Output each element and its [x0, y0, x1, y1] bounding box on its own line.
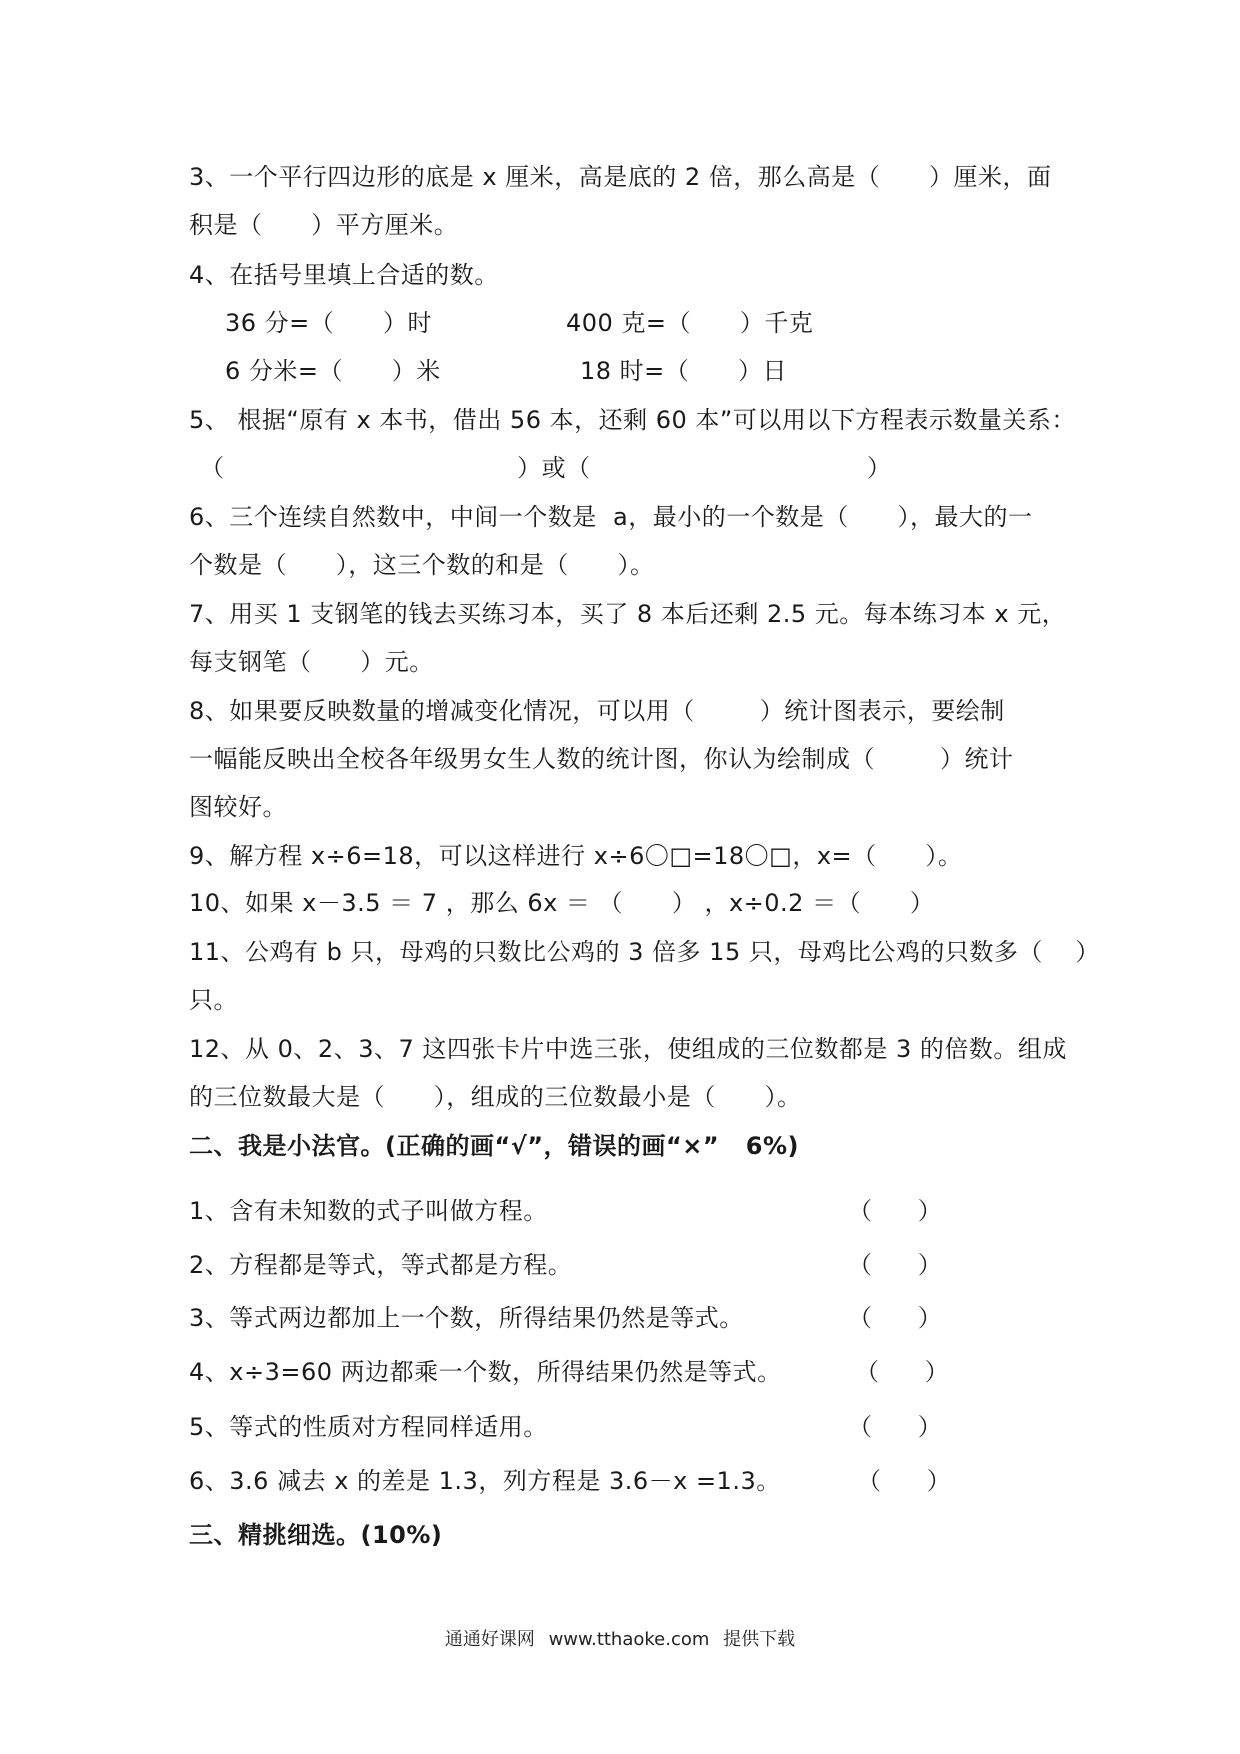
q5-line2: （ ）或（ ）	[200, 454, 892, 482]
footer-note: 提供下载	[723, 1629, 796, 1650]
section2-heading: 二、我是小法官。(正确的画“√”，错误的画“×” 6%)	[189, 1132, 799, 1160]
q6-line2: 个数是（ ），这三个数的和是（ ）。	[189, 551, 655, 579]
judge-item-6-answer[interactable]: （ ）	[857, 1467, 951, 1495]
q7-line1: 7、用买 1 支钢笔的钱去买练习本，买了 8 本后还剩 2.5 元。每本练习本 x 元，	[189, 600, 1067, 628]
q11-line1: 11、公鸡有 b 只，母鸡的只数比公鸡的 3 倍多 15 只，母鸡比公鸡的只数多（ ）	[189, 938, 1100, 966]
q4-title: 4、在括号里填上合适的数。	[189, 261, 499, 289]
q9-line1: 9、解方程 x÷6=18，可以这样进行 x÷6〇□=18〇□，x=（ ）。	[189, 842, 963, 870]
q3-line2: 积是（ ）平方厘米。	[189, 211, 459, 239]
judge-item-3-text: 3、等式两边都加上一个数，所得结果仍然是等式。	[189, 1304, 744, 1332]
q7-line2: 每支钢笔（ ）元。	[189, 648, 434, 676]
q4-item-a: 36 分=（ ）时	[225, 309, 433, 337]
q8-line3: 图较好。	[189, 793, 287, 821]
section3-heading: 三、精挑细选。(10%)	[189, 1521, 443, 1549]
q8-line2: 一幅能反映出全校各年级男女生人数的统计图，你认为绘制成（ ）统计	[189, 745, 1014, 773]
q4-item-c: 6 分米=（ ）米	[225, 357, 441, 385]
judge-item-5-text: 5、等式的性质对方程同样适用。	[189, 1413, 548, 1441]
q5-line1: 5、 根据“原有 x 本书，借出 56 本，还剩 60 本”可以用以下方程表示数量关系：	[189, 406, 1076, 434]
judge-item-2-text: 2、方程都是等式，等式都是方程。	[189, 1251, 573, 1279]
judge-item-4-text: 4、x÷3=60 两边都乘一个数，所得结果仍然是等式。	[189, 1358, 782, 1386]
judge-item-1-text: 1、含有未知数的式子叫做方程。	[189, 1197, 548, 1225]
q6-line1: 6、三个连续自然数中，中间一个数是 a，最小的一个数是（ ），最大的一	[189, 503, 1033, 531]
footer-url[interactable]: www.tthaoke.com	[548, 1629, 710, 1650]
q11-line2: 只。	[189, 986, 238, 1014]
judge-item-2-answer[interactable]: （ ）	[848, 1251, 942, 1279]
q10-line1: 10、如果 x－3.5 ＝ 7 ，那么 6x ＝ （ ） ，x÷0.2 ＝（ ）	[189, 889, 935, 917]
judge-item-1-answer[interactable]: （ ）	[848, 1197, 942, 1225]
judge-item-4-answer[interactable]: （ ）	[855, 1358, 949, 1386]
q8-line1: 8、如果要反映数量的增减变化情况，可以用（ ）统计图表示，要绘制	[189, 697, 1005, 725]
q4-item-d: 18 时=（ ）日	[580, 357, 788, 385]
q12-line2: 的三位数最大是（ ），组成的三位数最小是（ ）。	[189, 1083, 802, 1111]
judge-item-3-answer[interactable]: （ ）	[848, 1304, 942, 1332]
q12-line1: 12、从 0、2、3、7 这四张卡片中选三张，使组成的三位数都是 3 的倍数。组成	[189, 1035, 1067, 1063]
judge-item-5-answer[interactable]: （ ）	[848, 1413, 942, 1441]
q4-item-b: 400 克=（ ）千克	[566, 309, 814, 337]
q3-line1: 3、一个平行四边形的底是 x 厘米，高是底的 2 倍，那么高是（ ）厘米，面	[189, 163, 1052, 191]
footer-site-name: 通通好课网	[444, 1629, 535, 1650]
page-footer	[0, 1628, 1240, 1652]
judge-item-6-text: 6、3.6 减去 x 的差是 1.3，列方程是 3.6－x =1.3。	[189, 1467, 781, 1495]
